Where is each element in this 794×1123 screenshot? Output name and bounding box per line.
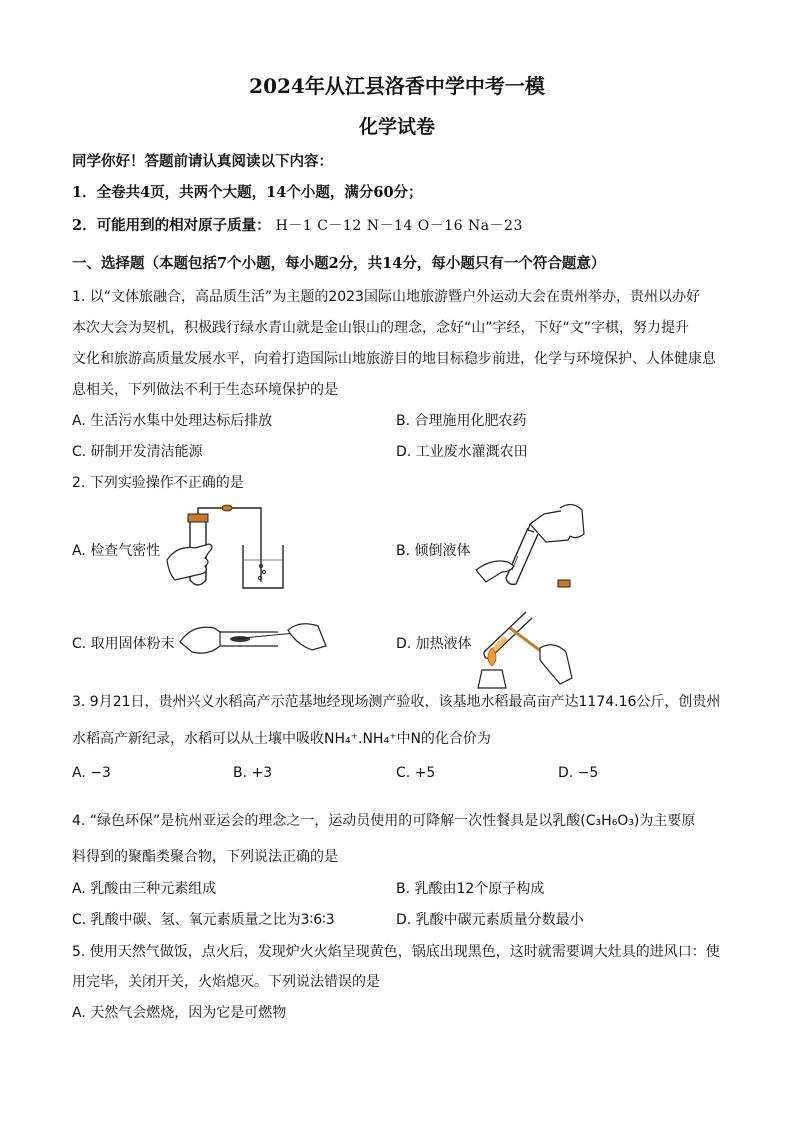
q5-line-1: 5. 使用天然气做饭，点火后，发现炉火火焰呈现黄色，锅底出现黑色，这时就需要调大灶具的进风口：使 — [72, 944, 720, 960]
q4-option-a[interactable]: A. 乳酸由三种元素组成 — [72, 881, 217, 897]
instructions-greeting: 同学你好！答题前请认真阅读以下内容： — [72, 153, 333, 170]
q2-option-c[interactable]: C. 取用固体粉末 — [72, 636, 175, 652]
instructions-item-2 — [72, 216, 722, 236]
q1-line-4: 息相关，下列做法不利于生态环境保护的是 — [72, 382, 338, 398]
q1-line-2: 本次大会为契机，积极践行绿水青山就是金山银山的理念，念好“山”字经，下好“文”字棋，努力提升 — [72, 320, 690, 336]
q1-option-a[interactable]: A. 生活污水集中处理达标后排放 — [72, 413, 273, 429]
solid-powder-figure — [178, 612, 328, 667]
q3-option-a[interactable]: A. −3 — [72, 765, 111, 781]
q5-option-a[interactable]: A. 天然气会燃烧，因为它是可燃物 — [72, 1005, 287, 1021]
exam-title: 2024年从江县洛香中学中考一模 — [249, 74, 545, 98]
section-1-heading: 一、选择题（本题包括7个小题，每小题2分，共14分，每小题只有一个符合题意） — [72, 255, 606, 272]
q3-option-c[interactable]: C. +5 — [396, 765, 436, 781]
q2-option-d[interactable]: D. 加热液体 — [396, 636, 472, 652]
q4-option-c[interactable]: C. 乳酸中碳、氢、氧元素质量之比为3∶6∶3 — [72, 912, 335, 928]
q3-line-2: 水稻高产新纪录，水稻可以从土壤中吸收NH₄⁺.NH₄⁺中N的化合价为 — [72, 731, 491, 747]
instructions-item-2-label: 2．可能用到的相对原子质量： — [72, 217, 271, 234]
q1-line-1: 1. 以“文体旅融合，高品质生活”为主题的2023国际山地旅游暨户外运动大会在贵州举办，贵州以办好 — [72, 289, 700, 305]
q3-option-b[interactable]: B. +3 — [233, 765, 273, 781]
q3-line-1: 3. 9月21日，贵州兴义水稻高产示范基地经现场测产验收，该基地水稻最高亩产达1174.16公斤，创贵州 — [72, 694, 721, 710]
q4-option-b[interactable]: B. 乳酸由12个原子构成 — [396, 881, 545, 897]
q1-option-d[interactable]: D. 工业废水灌溉农田 — [396, 444, 528, 460]
atomic-masses: H－1 C－12 N－14 O－16 Na－23 — [275, 218, 523, 234]
exam-subtitle: 化学试卷 — [358, 116, 435, 138]
q2-option-b[interactable]: B. 倾倒液体 — [396, 543, 471, 559]
q2-stem: 2. 下列实验操作不正确的是 — [72, 475, 244, 491]
airtightness-check-figure — [165, 500, 295, 595]
instructions-item-1: 1．全卷共4页，共两个大题，14个小题，满分60分； — [72, 184, 423, 201]
q4-option-d[interactable]: D. 乳酸中碳元素质量分数最小 — [396, 912, 584, 928]
q1-line-3: 文化和旅游高质量发展水平，向着打造国际山地旅游目的地目标稳步前进，化学与环境保护、人体健康息 — [72, 351, 716, 367]
q4-line-1: 4. “绿色环保”是杭州亚运会的理念之一，运动员使用的可降解一次性餐具是以乳酸(C₃H₆O₃)为主要原 — [72, 813, 696, 829]
pour-liquid-figure — [468, 500, 588, 595]
q5-line-2: 用完毕，关闭开关，火焰熄灭。下列说法错误的是 — [72, 974, 380, 990]
q4-line-2: 料得到的聚酯类聚合物，下列说法正确的是 — [72, 849, 338, 865]
q1-option-c[interactable]: C. 研制开发清洁能源 — [72, 444, 203, 460]
q2-option-a[interactable]: A. 检查气密性 — [72, 543, 161, 559]
q3-option-d[interactable]: D. −5 — [558, 765, 599, 781]
heat-liquid-figure — [470, 600, 575, 690]
q1-option-b[interactable]: B. 合理施用化肥农药 — [396, 413, 527, 429]
